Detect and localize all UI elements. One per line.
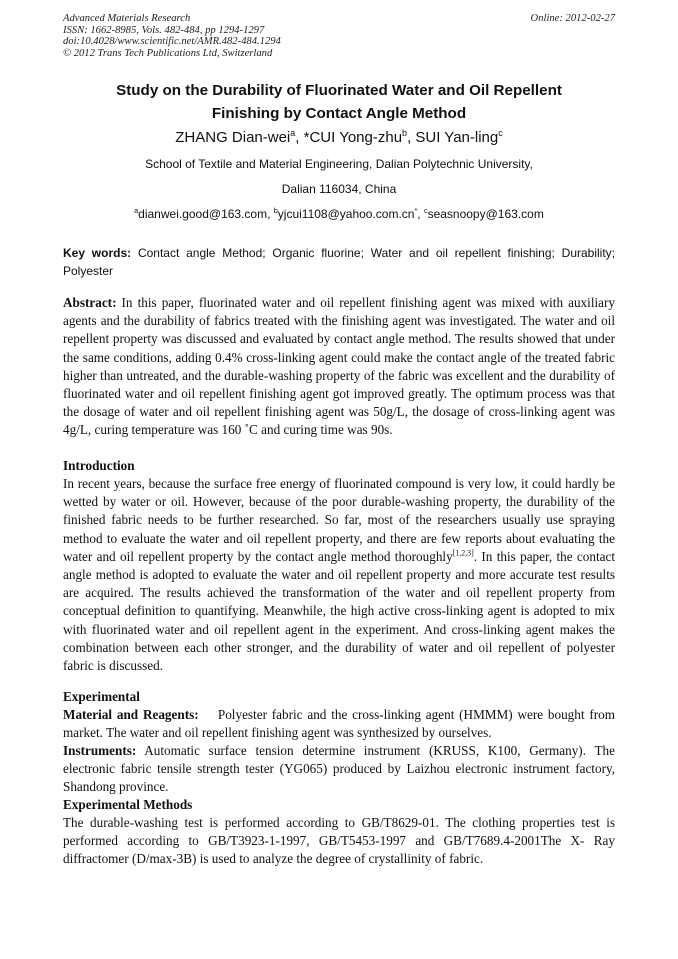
email-list — [63, 206, 615, 222]
instruments-text: Automatic surface tension determine instrument (KRUSS, K100, Germany). The electronic fabric tensile strength tester (YG065) produced by Laizhou electronic instrument factory, Shandong province. — [63, 743, 615, 795]
author-name: SUI Yan-ling — [415, 129, 499, 146]
introduction-text: . In this paper, the contact angle method is adopted to evaluate the water and oil repellent property and more accurate test results are acquired. The results achieved the transformation of the water and oil repellent property from conceptual definition to quantifying. Meanwhile, the high active cross-linking agent is adopted to mix with fluorinated water and oil repellent agent in the experiment. And cross-linking agent makes the combination between each other stronger, and the durability of water and oil repellent of polyester fabric is discussed. — [63, 548, 615, 674]
experimental-heading: Experimental — [63, 689, 140, 704]
issn-line: ISSN: 1662-8985, Vols. 482-484, pp 1294-1297 — [63, 24, 265, 36]
instruments-paragraph — [63, 742, 615, 797]
online-date: Online: 2012-02-27 — [530, 13, 615, 24]
experimental-methods-paragraph: The durable-washing test is performed according to GB/T8629-01. The clothing properties test is performed according to GB/T3923-1-1997, GB/T5453-1997 and GB/T7689.4-2001The X- Ray diffractomer (D/max-3B) is used to analyze the degree of crystallinity of fabric. — [63, 815, 615, 867]
introduction-heading: Introduction — [63, 458, 135, 473]
email-mark: c — [423, 206, 428, 215]
materials-paragraph — [63, 706, 619, 742]
keywords — [63, 244, 615, 280]
author-name: ZHANG Dian-wei — [175, 129, 291, 146]
email-mark: a — [134, 206, 139, 215]
author-affil-mark: a — [290, 128, 296, 138]
instruments-label: Instruments: — [63, 743, 137, 758]
email-mark: b — [273, 206, 278, 215]
keywords-text: Contact angle Method; Organic fluorine; Water and oil repellent finishing; Durability; Polyester — [63, 246, 615, 278]
author-list — [63, 128, 615, 148]
author-affil-mark: c — [498, 128, 503, 138]
email-separator: , — [417, 207, 424, 221]
title-line-2: Finishing by Contact Angle Method — [211, 105, 467, 122]
keywords-label: Key words: — [63, 246, 132, 260]
abstract-label: Abstract: — [63, 295, 117, 310]
journal-name: Advanced Materials Research — [63, 13, 191, 24]
author-separator: , — [295, 129, 304, 146]
email-separator: , — [267, 207, 274, 221]
author-affil-mark: b — [402, 128, 408, 138]
affiliation-line-1: School of Textile and Material Engineering, Dalian Polytechnic University, — [145, 157, 533, 171]
email-link[interactable]: seasnoopy@163.com — [427, 207, 544, 221]
abstract — [63, 294, 615, 440]
introduction-text: In recent years, because the surface free energy of fluorinated compound is very low, it could hardly be wetted by water or oil. However, because of the poor durable-washing property, the durability of the finished fabric needs to be further researched. So far, most of the researchers usually use spraying method to evaluate the water and oil repellent property, and there are few reports about evaluating the water and oil repellent property by the contact angle method thoroughly — [63, 476, 615, 564]
doi-line: doi:10.4028/www.scientific.net/AMR.482-484.1294 — [63, 36, 281, 48]
corresponding-mark: * — [414, 206, 418, 215]
abstract-text: In this paper, fluorinated water and oil repellent finishing agent was mixed with auxiliary agents and the durability of fabrics treated with the finishing agent was investigated. The water and oil repellent property was discussed and evaluated by contact angle method. The results showed that under the same conditions, adding 0.4% cross-linking agent could make the contact angle of the treated fabric higher than untreated, and the durable-washing property of the fabric was excellent and the durability of fluorinated water and oil repellent finishing agent got improved greatly. The optimum process was that the dosage of water and oil repellent finishing agent was 50g/L, the dosage of cross-linking agent was 4g/L, curing temperature was 160 ˚C and curing time was 90s. — [63, 295, 615, 438]
affiliation-line-2: Dalian 116034, China — [281, 182, 397, 196]
copyright-line: © 2012 Trans Tech Publications Ltd, Switzerland — [63, 47, 273, 59]
paper-title — [63, 79, 615, 125]
materials-text: Polyester fabric and the cross-linking agent (HMMM) were bought from market. The water and oil repellent finishing agent was synthesized by ourselves. — [63, 707, 619, 741]
citation-ref[interactable]: [1,2,3] — [452, 548, 474, 558]
author-separator: , — [407, 129, 416, 146]
email-link[interactable]: yjcui1108@yahoo.com.cn — [277, 207, 415, 221]
experimental-methods-heading: Experimental Methods — [63, 797, 193, 812]
title-line-1: Study on the Durability of Fluorinated Water and Oil Repellent — [116, 82, 562, 99]
introduction-paragraph — [63, 475, 615, 675]
journal-meta — [63, 13, 281, 59]
author-name: *CUI Yong-zhu — [303, 129, 403, 146]
email-link[interactable]: dianwei.good@163.com — [138, 207, 268, 221]
materials-label: Material and Reagents: — [63, 707, 199, 722]
